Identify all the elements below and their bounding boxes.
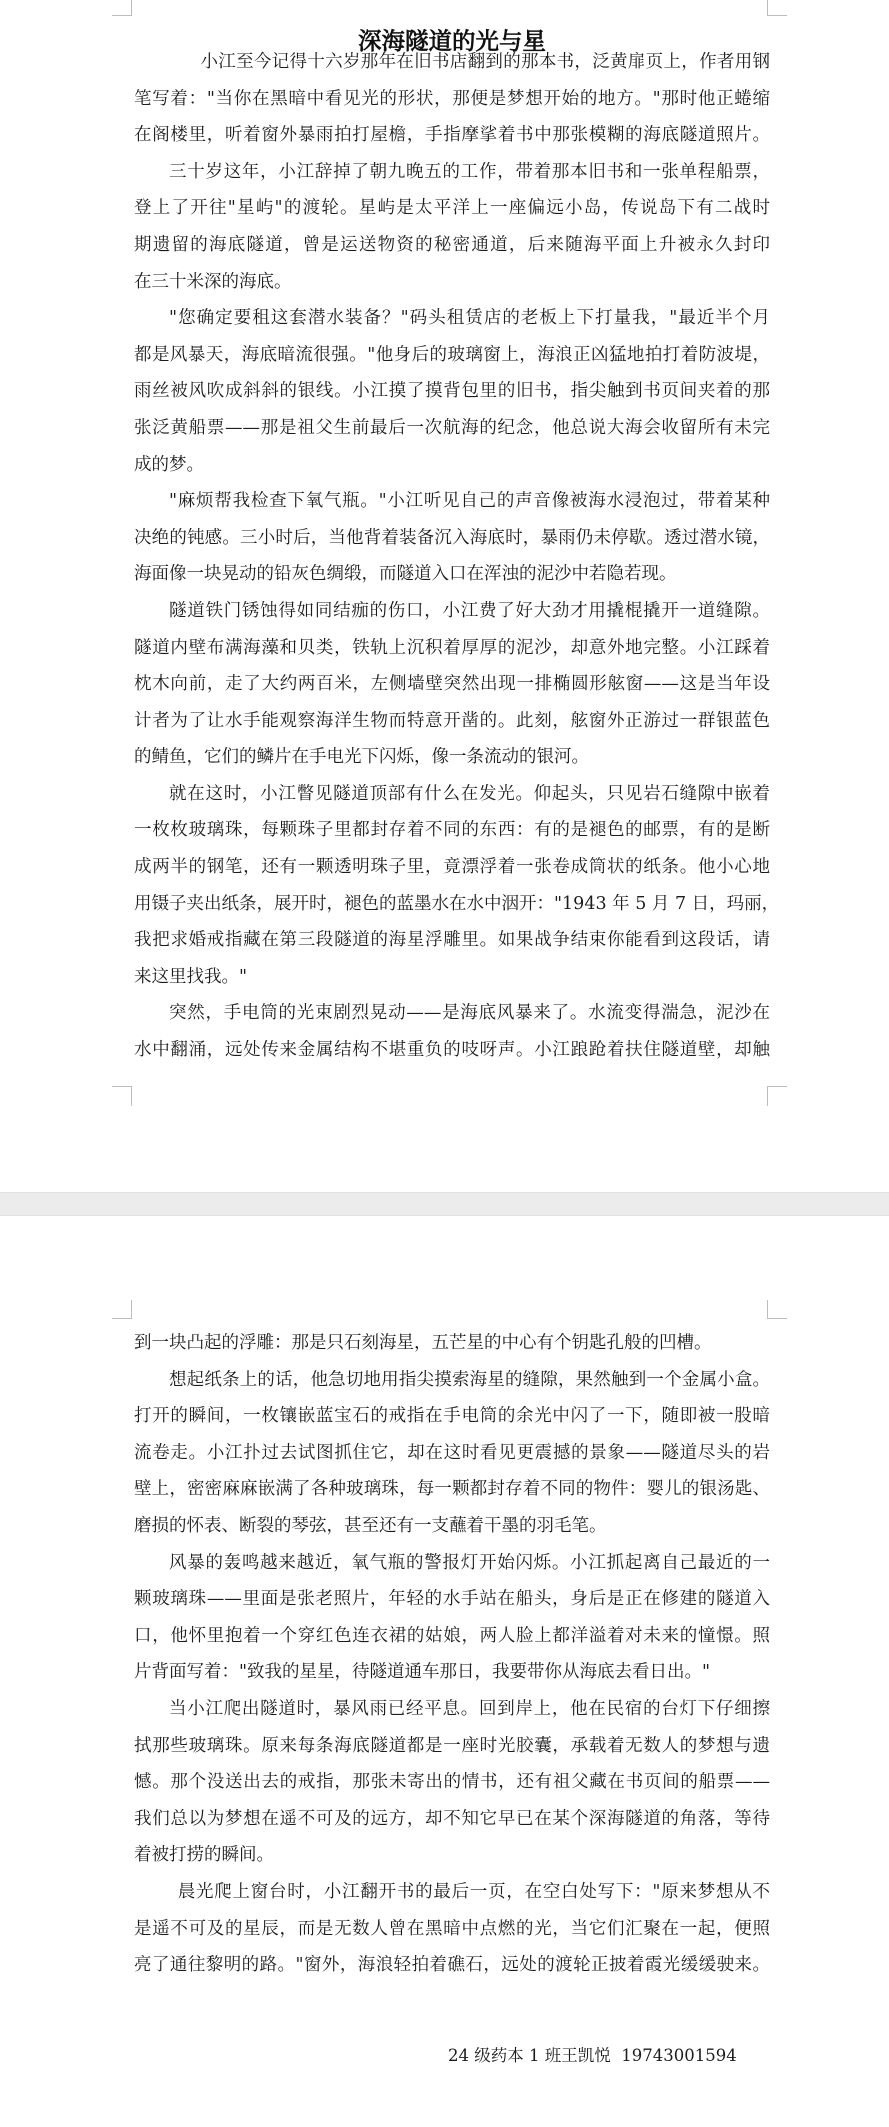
text-line: 是遥不可及的星辰，而是无数人曾在黑暗中点燃的光，当它们汇聚在一起，便照 bbox=[134, 1918, 770, 1939]
text-line: 口，他怀里抱着一个穿红色连衣裙的姑娘，两人脸上都洋溢着对未来的憧憬。照 bbox=[134, 1625, 770, 1646]
paragraph bbox=[134, 1362, 770, 1545]
page-2-body bbox=[134, 1325, 770, 1984]
text-line: 想起纸条上的话，他急切地用指尖摸索海星的缝隙，果然触到一个金属小盒。 bbox=[169, 1369, 770, 1390]
text-line: 都是风暴天，海底暗流很强。"他身后的玻璃窗上，海浪正凶猛地拍打着防波堤， bbox=[134, 344, 770, 365]
text-line: 憾。那个没送出去的戒指，那张未寄出的情书，还有祖父藏在书页间的船票—— bbox=[134, 1772, 770, 1793]
paragraph bbox=[134, 1545, 770, 1691]
text-line: 期遗留的海底隧道，曾是运送物资的秘密通道，后来随海平面上升被永久封印 bbox=[134, 234, 770, 255]
text-line: 颗玻璃珠——里面是张老照片，年轻的水手站在船头，身后是正在修建的隧道入 bbox=[134, 1589, 770, 1610]
text-line: 隧道内壁布满海藻和贝类，铁轨上沉积着厚厚的泥沙，却意外地完整。小江踩着 bbox=[134, 637, 770, 658]
text-line: 来这里找我。" bbox=[134, 966, 248, 987]
crop-mark-top-right bbox=[767, 1300, 787, 1319]
text-line: 雨丝被风吹成斜斜的银线。小江摸了摸背包里的旧书，指尖触到书页间夹着的那 bbox=[134, 381, 770, 402]
crop-mark-top-left bbox=[112, 1300, 132, 1319]
text-line: "麻烦帮我检查下氧气瓶。"小江听见自己的声音像被海水浸泡过，带着某种 bbox=[169, 491, 770, 512]
text-line: 打开的瞬间，一枚镶嵌蓝宝石的戒指在手电筒的余光中闪了一下，随即被一股暗 bbox=[134, 1406, 770, 1427]
crop-mark-top-right bbox=[767, 0, 787, 16]
text-line: 用镊子夹出纸条，展开时，褪色的蓝墨水在水中洇开："1943 年 5 月 7 日，玛丽， bbox=[134, 893, 780, 914]
text-line: 到一块凸起的浮雕：那是只石刻海星，五芒星的中心有个钥匙孔般的凹槽。 bbox=[134, 1333, 712, 1353]
text-line: 三十岁这年，小江辞掉了朝九晚五的工作，带着那本旧书和一张单程船票， bbox=[169, 161, 770, 182]
text-line: 水中翻涌，远处传来金属结构不堪重负的吱呀声。小江踉跄着扶住隧道壁，却触 bbox=[134, 1040, 770, 1061]
text-line: 流卷走。小江扑过去试图抓住它，却在这时看见更震撼的景象——隧道尽头的岩 bbox=[134, 1442, 770, 1463]
crop-mark-bottom-right bbox=[767, 1086, 787, 1106]
author-signature: 24 级药本 1 班王凯悦 19743001594 bbox=[448, 2046, 737, 2065]
text-line: 片背面写着："致我的星星，待隧道通车那日，我要带你从海底去看日出。" bbox=[134, 1662, 711, 1683]
text-line: 着被打捞的瞬间。 bbox=[134, 1845, 274, 1866]
text-line: 当小江爬出隧道时，暴风雨已经平息。回到岸上，他在民宿的台灯下仔细擦 bbox=[169, 1698, 770, 1719]
text-line: 决绝的钝感。三小时后，当他背着装备沉入海底时，暴雨仍未停歇。透过潜水镜， bbox=[134, 527, 770, 548]
text-line: 隧道铁门锈蚀得如同结痂的伤口，小江费了好大劲才用撬棍撬开一道缝隙。 bbox=[169, 600, 770, 621]
text-line: 我把求婚戒指藏在第三段隧道的海星浮雕里。如果战争结束你能看到这段话，请 bbox=[134, 930, 770, 951]
text-line: 在阁楼里，听着窗外暴雨拍打屋檐，手指摩挲着书中那张模糊的海底隧道照片。 bbox=[134, 125, 770, 146]
crop-mark-bottom-left bbox=[112, 1086, 132, 1106]
document-page-2 bbox=[0, 1216, 889, 2127]
text-line: 笔写着："当你在黑暗中看见光的形状，那便是梦想开始的地方。"那时他正蜷缩 bbox=[134, 88, 770, 109]
text-line: 计者为了让水手能观察海洋生物而特意开凿的。此刻，舷窗外正游过一群银蓝色 bbox=[134, 710, 770, 731]
text-line: 海面像一块晃动的铅灰色绸缎，而隧道入口在浑浊的泥沙中若隐若现。 bbox=[134, 564, 677, 585]
text-line: "您确定要租这套潜水装备？"码头租赁店的老板上下打量我，"最近半个月 bbox=[169, 308, 770, 329]
paragraph bbox=[134, 776, 780, 996]
text-line: 晨光爬上窗台时，小江翻开书的最后一页，在空白处写下："原来梦想从不 bbox=[177, 1881, 770, 1902]
page-separator bbox=[0, 1192, 889, 1216]
page-1-body bbox=[134, 44, 780, 1069]
text-line: 张泛黄船票——那是祖父生前最后一次航海的纪念，他总说大海会收留所有未完 bbox=[134, 417, 770, 438]
text-line: 拭那些玻璃珠。原来每条海底隧道都是一座时光胶囊，承载着无数人的梦想与遗 bbox=[134, 1735, 770, 1756]
paragraph bbox=[134, 154, 770, 300]
text-line: 枕木向前，走了大约两百米，左侧墙壁突然出现一排椭圆形舷窗——这是当年设 bbox=[134, 674, 770, 695]
text-line: 成的梦。 bbox=[134, 454, 204, 475]
text-line: 磨损的怀表、断裂的琴弦，甚至还有一支蘸着干墨的羽毛笔。 bbox=[134, 1515, 607, 1536]
text-line: 在三十米深的海底。 bbox=[134, 271, 292, 292]
paragraph bbox=[134, 1325, 770, 1362]
paragraph bbox=[134, 593, 770, 776]
paragraph bbox=[134, 44, 770, 154]
text-line: 壁上，密密麻麻嵌满了各种玻璃珠，每一颗都封存着不同的物件：婴儿的银汤匙、 bbox=[134, 1479, 770, 1500]
paragraph bbox=[134, 1691, 770, 1874]
document-title: 深海隧道的光与星 bbox=[358, 27, 546, 55]
text-line: 登上了开往"星屿"的渡轮。星屿是太平洋上一座偏远小岛，传说岛下有二战时 bbox=[134, 198, 770, 219]
text-line: 一枚枚玻璃珠，每颗珠子里都封存着不同的东西：有的是褪色的邮票，有的是断 bbox=[134, 820, 770, 841]
paragraph bbox=[134, 995, 770, 1068]
text-line: 风暴的轰鸣越来越近，氧气瓶的警报灯开始闪烁。小江抓起离自己最近的一 bbox=[169, 1552, 770, 1573]
text-line: 我们总以为梦想在遥不可及的远方，却不知它早已在某个深海隧道的角落，等待 bbox=[134, 1808, 770, 1829]
text-line: 的鲭鱼，它们的鳞片在手电光下闪烁，像一条流动的银河。 bbox=[134, 747, 589, 768]
crop-mark-top-left bbox=[112, 0, 132, 16]
text-line: 成两半的钢笔，还有一颗透明珠子里，竟漂浮着一张卷成筒状的纸条。他小心地 bbox=[134, 857, 770, 878]
text-line: 突然，手电筒的光束剧烈晃动——是海底风暴来了。水流变得湍急，泥沙在 bbox=[169, 1003, 770, 1024]
paragraph bbox=[134, 300, 770, 483]
text-line: 小江至今记得十六岁那年在旧书店翻到的那本书，泛黄扉页上，作者用钢 bbox=[200, 52, 770, 72]
text-line: 就在这时，小江瞥见隧道顶部有什么在发光。仰起头，只见岩石缝隙中嵌着 bbox=[169, 783, 770, 804]
paragraph bbox=[134, 1874, 770, 1984]
paragraph bbox=[134, 483, 770, 593]
text-line: 亮了通往黎明的路。"窗外，海浪轻拍着礁石，远处的渡轮正披着霞光缓缓驶来。 bbox=[134, 1955, 770, 1976]
